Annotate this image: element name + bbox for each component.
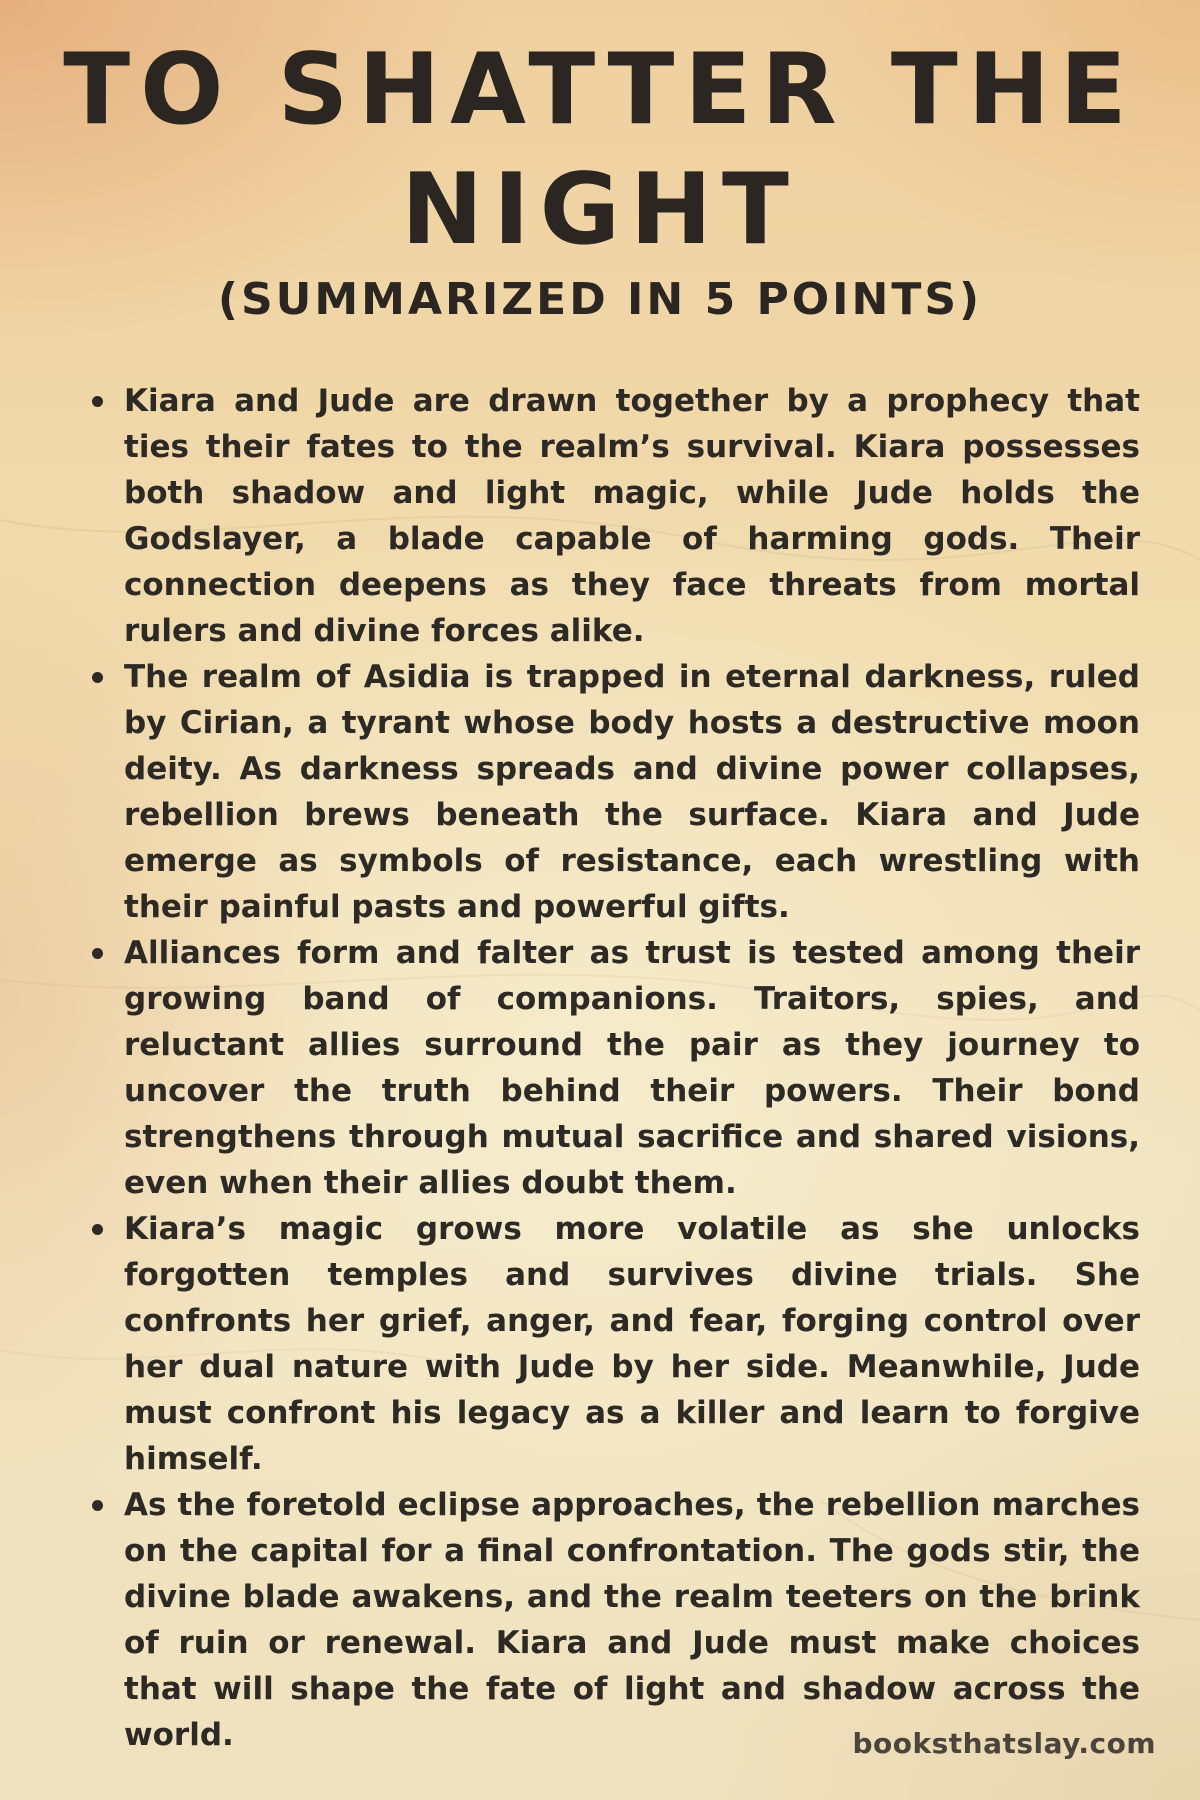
- site-watermark: booksthatslay.com: [852, 1727, 1156, 1760]
- title-line-2: NIGHT: [401, 153, 799, 267]
- summary-point-5: [124, 1482, 1140, 1758]
- summary-point-2: [124, 654, 1140, 930]
- title-line-1: TO SHATTER THE: [63, 33, 1137, 147]
- subtitle: (SUMMARIZED IN 5 POINTS): [217, 274, 983, 325]
- summary-point-text: The realm of Asidia is trapped in eternal darkness, ruled by Cirian, a tyrant whose body hosts a destructive moon deity. As darkness spreads and divine power collapses, rebellion brews beneath the surface. Kiara and Jude emerge as symbols of resistance, each wrestling with their painful pasts and powerful gifts.: [124, 659, 1140, 925]
- summary-point-text: Alliances form and falter as trust is tested among their growing band of companions. Traitors, spies, and reluctant allies surround the pair as they journey to uncover the truth behind their powers. Their bond strengthens through mutual sacrifice and shared visions, even when their allies doubt them.: [124, 935, 1140, 1201]
- summary-list: [90, 378, 1140, 1758]
- bullet-icon: [92, 1500, 103, 1511]
- summary-point-text: As the foretold eclipse approaches, the rebellion marches on the capital for a final confrontation. The gods stir, the divine blade awakens, and the realm teeters on the brink of ruin or renewal. Kiara and Jude must make choices that will shape the fate of light and shadow across the world.: [124, 1487, 1140, 1753]
- summary-point-text: Kiara and Jude are drawn together by a prophecy that ties their fates to the realm’s survival. Kiara possesses both shadow and light magic, while Jude holds the Godslayer, a blade capable of harming gods. Their connection deepens as they face threats from mortal rulers and divine forces alike.: [124, 383, 1140, 649]
- bullet-icon: [92, 396, 103, 407]
- bullet-icon: [92, 948, 103, 959]
- summary-point-3: [124, 930, 1140, 1206]
- page-header: [0, 30, 1200, 328]
- bullet-icon: [92, 1224, 103, 1235]
- book-title: [0, 30, 1200, 270]
- summary-point-text: Kiara’s magic grows more volatile as she unlocks forgotten temples and survives divine trials. She confronts her grief, anger, and fear, forging control over her dual nature with Jude by her side. Meanwhile, Jude must confront his legacy as a killer and learn to forgive himself.: [124, 1211, 1140, 1477]
- bullet-icon: [92, 672, 103, 683]
- summary-point-4: [124, 1206, 1140, 1482]
- summary-point-1: [124, 378, 1140, 654]
